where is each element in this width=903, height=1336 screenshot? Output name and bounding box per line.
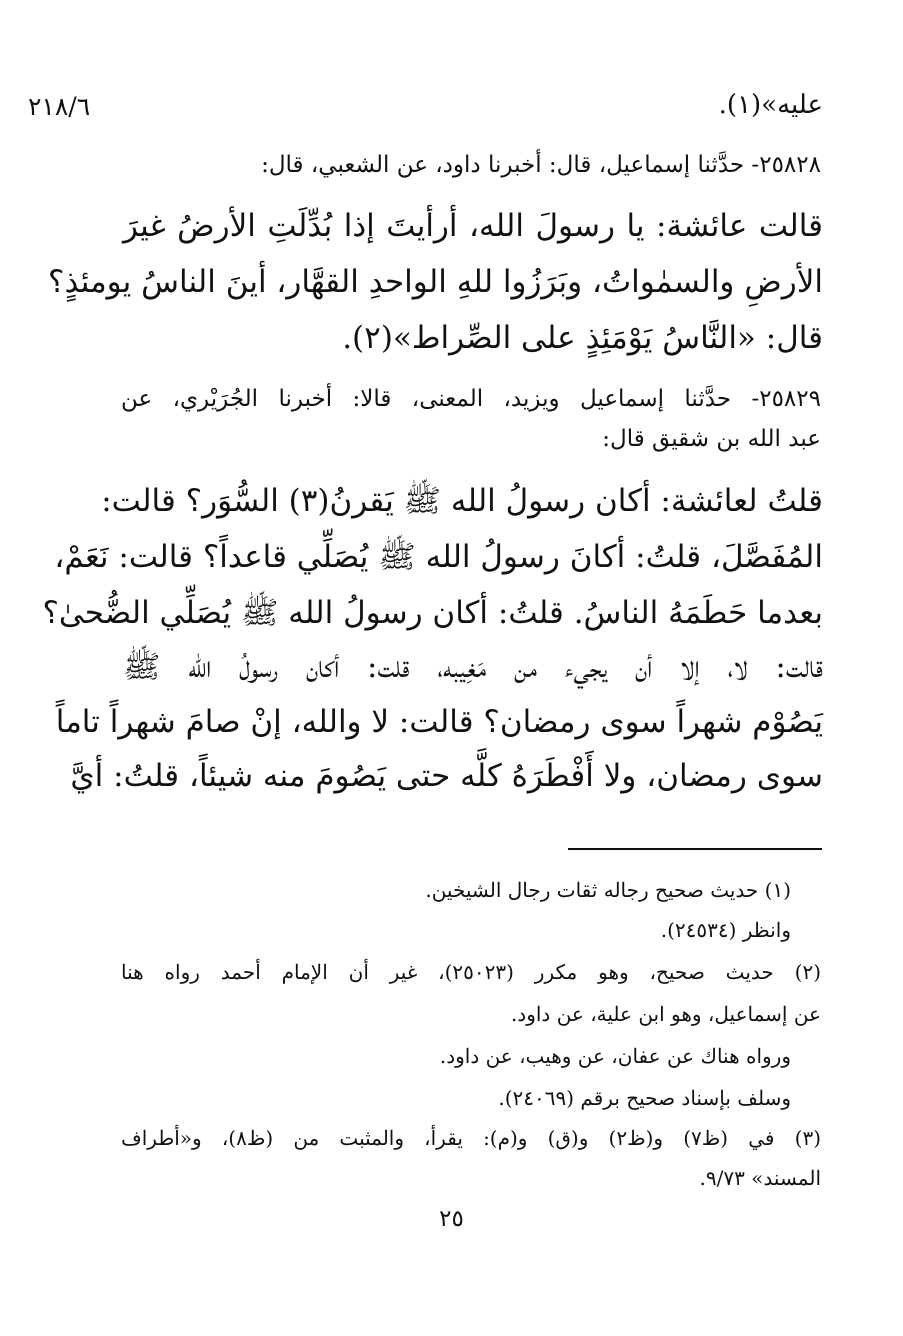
hadith-isnad: ٢٥٨٢٩- حدَّثنا إسماعيل ويزيد، المعنى، قالا: أخبرنا الجُرَيْري، عن bbox=[121, 386, 821, 412]
page-number: ٢٥ bbox=[439, 1206, 464, 1232]
continuation-text: عليه»(١). bbox=[718, 90, 823, 120]
footnote-line: وسلف بإسناد صحيح برقم (٢٤٠٦٩). bbox=[498, 1086, 791, 1110]
footnote-line: وانظر (٢٤٥٣٤). bbox=[660, 918, 791, 942]
hadith-text-line: بعدما حَطَمَهُ الناسُ. قلتُ: أكان رسولُ الله ﷺ يُصَلِّي الضُّحىٰ؟ bbox=[42, 595, 823, 631]
hadith-isnad: عبد الله بن شقيق قال: bbox=[602, 426, 821, 452]
hadith-text-line: قلتُ لعائشة: أكان رسولُ الله ﷺ يَقرنُ(٣) السُّوَر؟ قالت: bbox=[101, 483, 823, 519]
hadith-text-line: يَصُوْم شهراً سوى رمضان؟ قالت: لا والله، إنْ صامَ شهراً تاماً bbox=[55, 704, 823, 740]
footnote-line: (٣) في (ظ٧) و(ظ٢) و(ق) و(م): يقرأ، والمثبت من (ظ٨)، و«أطراف bbox=[121, 1126, 821, 1150]
footnote-line: عن إسماعيل، وهو ابن علية، عن داود. bbox=[510, 1002, 821, 1026]
hadith-text-line: قالت: لا، إلا أن يجيء من مَغِيبه، قلت: أكان رسولُ الله ﷺ bbox=[123, 649, 823, 685]
hadith-text-line: المُفَصَّلَ، قلتُ: أكانَ رسولُ الله ﷺ يُصَلِّي قاعداً؟ قالت: نَعَمْ، bbox=[54, 539, 823, 575]
hadith-text-line: الأرضِ والسمٰواتُ، وبَرَزُوا للهِ الواحدِ القهَّار، أينَ الناسُ يومئذٍ؟ bbox=[47, 264, 823, 300]
footnote-line: المسند» ٩/٧٣. bbox=[699, 1166, 821, 1190]
hadith-isnad: ٢٥٨٢٨- حدَّثنا إسماعيل، قال: أخبرنا داود، عن الشعبي، قال: bbox=[261, 152, 821, 178]
footnote-separator bbox=[568, 848, 822, 850]
hadith-text-line: قال: «النَّاسُ يَوْمَئِذٍ على الصِّراط»(٢). bbox=[342, 320, 823, 356]
footnote-line: (٢) حديث صحيح، وهو مكرر (٢٥٠٢٣)، غير أن الإمام أحمد رواه هنا bbox=[121, 960, 821, 984]
footnote-line: ورواه هناك عن عفان، عن وهيب، عن داود. bbox=[439, 1044, 791, 1068]
hadith-text-line: سوى رمضان، ولا أَفْطَرَهُ كلَّه حتى يَصُومَ منه شيئاً، قلتُ: أيَّ bbox=[70, 758, 823, 794]
hadith-text-line: قالت عائشة: يا رسولَ الله، أرأيتَ إذا بُدِّلَتِ الأرضُ غيرَ bbox=[123, 208, 823, 244]
footnote-line: (١) حديث صحيح رجاله ثقات رجال الشيخين. bbox=[425, 878, 791, 902]
volume-page-reference: ٢١٨/٦ bbox=[28, 92, 91, 121]
